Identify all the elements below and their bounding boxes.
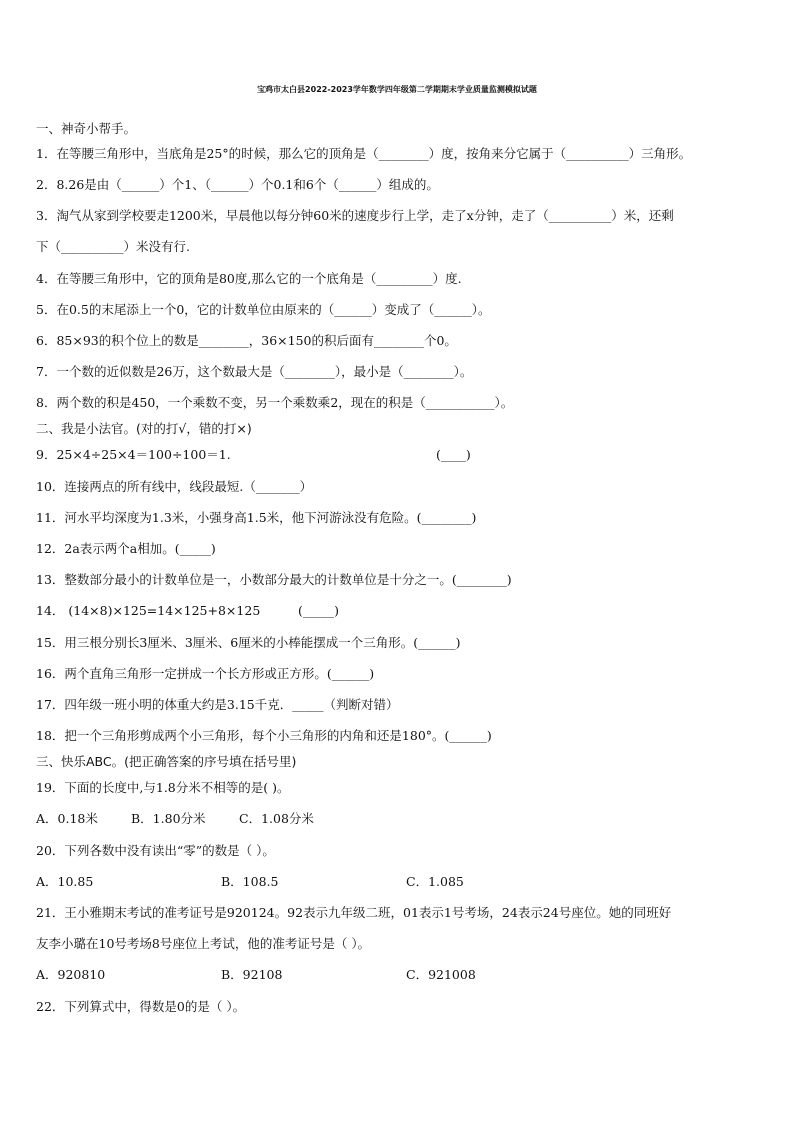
section-heading-3: 三、快乐ABC。(把正确答案的序号填在括号里) [36, 754, 297, 769]
section-heading-1: 一、神奇小帮手。 [36, 121, 137, 136]
question-7: 7．一个数的近似数是26万，这个数最大是（________），最小是（________）。 [36, 364, 473, 379]
question-14-blank: (_____) [298, 603, 340, 618]
question-5: 5．在0.5的末尾添上一个0，它的计数单位由原来的（______）变成了（______）。 [36, 302, 491, 317]
question-19-option-b: B．1.80分米 [131, 811, 206, 826]
question-10: 10．连接两点的所有线中，线段最短.（_______） [36, 479, 313, 494]
question-3-line-2: 下（__________）米没有行. [36, 239, 190, 254]
question-1: 1．在等腰三角形中，当底角是25°的时候，那么它的顶角是（________）度，按角来分它属于（__________）三角形。 [36, 146, 692, 161]
question-21-line-2: 友李小璐在10号考场8号座位上考试，他的准考证号是（ ）。 [36, 936, 371, 951]
question-16: 16．两个直角三角形一定拼成一个长方形或正方形。(______) [36, 666, 375, 681]
question-14: 14． (14×8)×125=14×125+8×125 [36, 603, 261, 618]
question-20-option-b: B．108.5 [221, 874, 279, 889]
question-17: 17．四年级一班小明的体重大约是3.15千克．_____（判断对错） [36, 697, 399, 712]
question-6: 6．85×93的积个位上的数是________，36×150的积后面有________个0。 [36, 333, 457, 348]
question-3-line-1: 3．淘气从家到学校要走1200米，早晨他以每分钟60米的速度步行上学，走了x分钟，走了（__________）米，还剩 [36, 208, 674, 223]
page-title: 宝鸡市太白县2022-2023学年数学四年级第二学期期末学业质量监测模拟试题 [257, 85, 537, 94]
question-9: 9．25×4÷25×4＝100÷100＝1. [36, 447, 231, 462]
question-21-option-c: C．921008 [406, 967, 476, 982]
section-heading-2: 二、我是小法官。(对的打√，错的打×) [36, 421, 252, 436]
question-21-option-b: B．92108 [221, 967, 283, 982]
question-19: 19．下面的长度中,与1.8分米不相等的是( )。 [36, 780, 290, 795]
question-19-option-c: C．1.08分米 [239, 811, 314, 826]
question-20: 20．下列各数中没有读出“零”的数是（ ）。 [36, 843, 275, 858]
question-21-option-a: A．920810 [36, 967, 106, 982]
question-9-blank: (____) [436, 447, 471, 462]
question-8: 8．两个数的积是450，一个乘数不变，另一个乘数乘2，现在的积是（___________）。 [36, 395, 514, 410]
question-20-option-c: C．1.085 [406, 874, 464, 889]
question-2: 2．8.26是由（______）个1、（______）个0.1和6个（______）组成的。 [36, 177, 439, 192]
question-13: 13．整数部分最小的计数单位是一，小数部分最大的计数单位是十分之一。(________) [36, 572, 512, 587]
question-4: 4．在等腰三角形中，它的顶角是80度,那么它的一个底角是（_________）度. [36, 271, 462, 286]
question-11: 11．河水平均深度为1.3米，小强身高1.5米，他下河游泳没有危险。(________) [36, 510, 477, 525]
question-22: 22．下列算式中，得数是0的是（ ）。 [36, 999, 246, 1014]
question-19-option-a: A．0.18米 [36, 811, 98, 826]
question-18: 18．把一个三角形剪成两个小三角形，每个小三角形的内角和还是180°。(______) [36, 728, 492, 743]
question-21-line-1: 21．王小雅期末考试的准考证号是920124。92表示九年级二班，01表示1号考场，24表示24号座位。她的同班好 [36, 905, 672, 920]
question-12: 12．2a表示两个a相加。(_____) [36, 541, 216, 556]
question-15: 15．用三根分别长3厘米、3厘米、6厘米的小棒能摆成一个三角形。(______) [36, 635, 461, 650]
question-20-option-a: A．10.85 [36, 874, 94, 889]
